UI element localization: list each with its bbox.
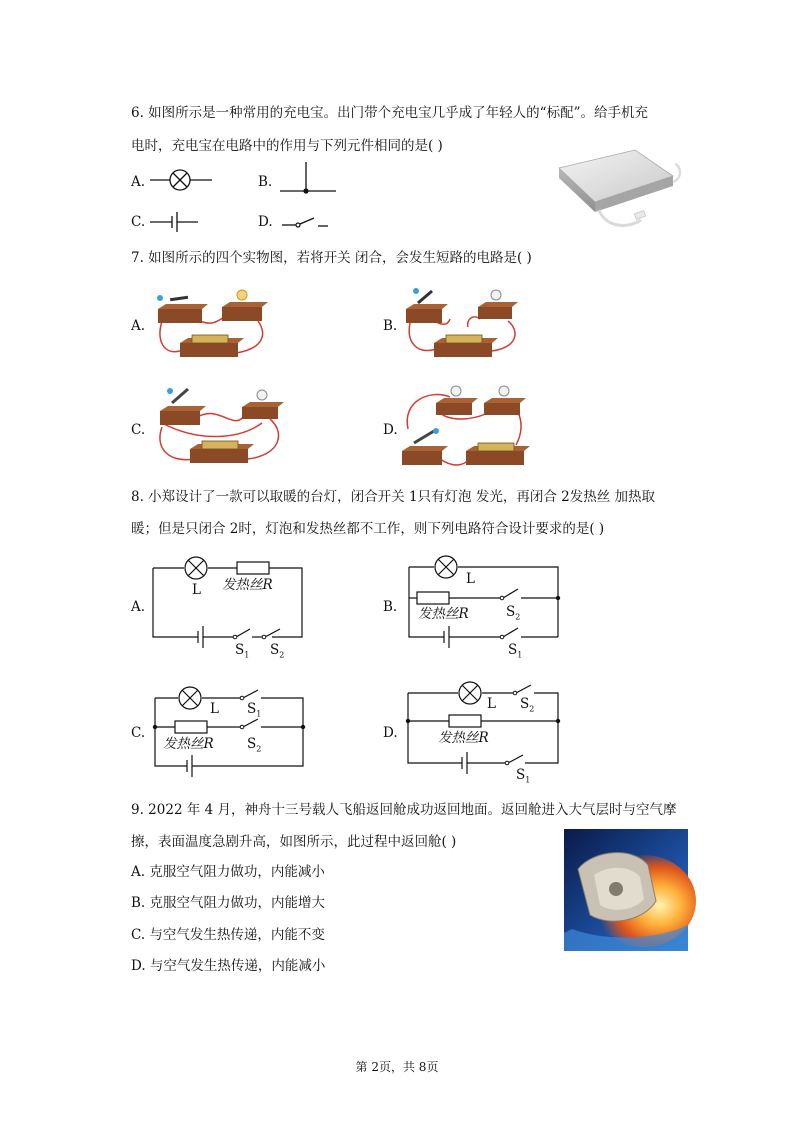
q6-option-a-label: A. <box>131 174 146 190</box>
q8-a-s2-label: $S_2$ <box>270 642 285 660</box>
q8-a-s1-label: $S_1$ <box>235 642 250 660</box>
q8-d-s2-label: $S_2$ <box>520 696 535 714</box>
q7-option-a-label: A. <box>131 318 146 334</box>
q6-option-b-label: B. <box>258 174 273 190</box>
q8-d-heater-label: 发热丝R <box>438 730 489 746</box>
q8-c-lamp-label: L <box>210 701 219 717</box>
q6-option-d-label: D. <box>258 214 273 230</box>
return-capsule-image <box>564 829 688 951</box>
q7-option-b-label: B. <box>383 318 398 334</box>
q8-a-heater-label: 发热丝R <box>222 577 273 593</box>
q8-option-d-label: D. <box>383 725 398 741</box>
q9-option-b: B. 克服空气阻力做功，内能增大 <box>131 895 326 911</box>
q9-stem-line1: 9. 2022 年 4 月，神舟十三号载人飞船返回舱成功返回地面。返回舱进入大气层时与空气摩 <box>131 802 677 818</box>
q8-c-s1-label: $S_1$ <box>247 701 262 719</box>
q6-stem-line2: 电时，充电宝在电路中的作用与下列元件相同的是( ) <box>131 138 443 154</box>
q8-d-lamp-label: L <box>487 696 496 712</box>
q8-a-lamp-label: L <box>192 582 201 598</box>
q8-stem-line1: 8. 小郑设计了一款可以取暖的台灯，闭合开关 1只有灯泡 发光，再闭合 2发热丝 加热取 <box>131 489 656 505</box>
q8-b-heater-label: 发热丝R <box>418 606 469 622</box>
q8-option-a-label: A. <box>131 599 146 615</box>
q9-option-d: D. 与空气发生热传递，内能减小 <box>131 958 326 974</box>
q6-option-c-label: C. <box>131 214 146 230</box>
q7-option-c-label: C. <box>131 422 146 438</box>
q9-option-c: C. 与空气发生热传递，内能不变 <box>131 927 325 943</box>
q8-d-s1-label: $S_1$ <box>516 767 531 785</box>
q8-stem-line2: 暖；但是只闭合 2时，灯泡和发热丝都不工作，则下列电路符合设计要求的是( ) <box>131 521 605 537</box>
q7-stem-line1: 7. 如图所示的四个实物图，若将开关 闭合，会发生短路的电路是( ) <box>131 250 532 266</box>
q8-d-lamp-icon <box>458 682 482 706</box>
q8-b-s2-label: $S_2$ <box>506 604 521 622</box>
q8-option-c-label: C. <box>131 725 146 741</box>
q8-c-heater-label: 发热丝R <box>163 736 214 752</box>
q7-option-d-label: D. <box>383 422 398 438</box>
q9-stem-line2: 擦，表面温度急剧升高，如图所示，此过程中返回舱( ) <box>131 834 457 850</box>
q8-b-s1-label: $S_1$ <box>508 642 523 660</box>
q6-stem-line1: 6. 如图所示是一种常用的充电宝。出门带个充电宝几乎成了年轻人的“标配”。给手机充 <box>131 105 648 121</box>
q9-option-a: A. 克服空气阻力做功，内能减小 <box>131 864 325 880</box>
page-footer: 第 2页，共 8页 <box>355 1060 439 1074</box>
q8-b-lamp-label: L <box>466 571 475 587</box>
q8-c-s2-label: $S_2$ <box>247 736 262 754</box>
q8-option-b-label: B. <box>383 599 398 615</box>
